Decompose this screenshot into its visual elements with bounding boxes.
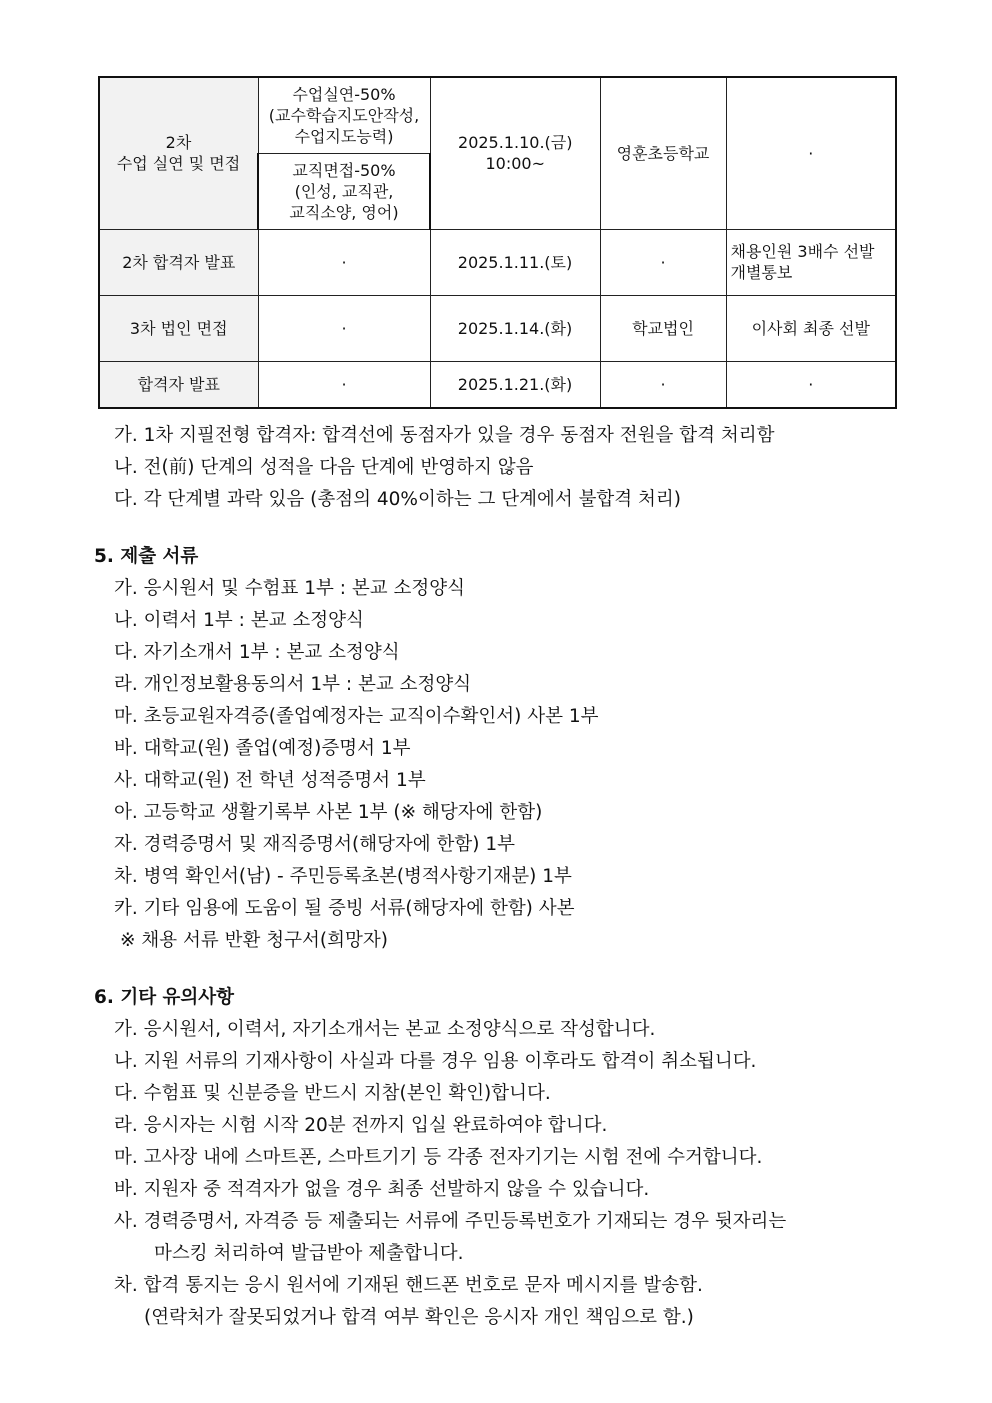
note-cell: · (726, 361, 896, 408)
list-item: 다. 자기소개서 1부 : 본교 소정양식 (114, 642, 400, 663)
note-cell: 이사회 최종 선발 (726, 295, 896, 361)
list-item-continuation: 마스킹 처리하여 발급받아 제출합니다. (154, 1243, 464, 1264)
list-item: 카. 기타 임용에 도움이 될 증빙 서류(해당자에 한함) 사본 (114, 898, 575, 919)
section-title: 5. 제출 서류 (94, 546, 199, 567)
section-title: 6. 기타 유의사항 (94, 987, 235, 1008)
list-item: 차. 합격 통지는 응시 원서에 기재된 핸드폰 번호로 문자 메시지를 발송함. (114, 1275, 703, 1296)
method-cell: 수업실연-50% (교수학습지도안작성, 수업지도능력) (258, 77, 430, 153)
list-item: 사. 경력증명서, 자격증 등 제출되는 서류에 주민등록번호가 기재되는 경우 뒷자리는 (114, 1211, 787, 1232)
stage-cell: 3차 법인 면접 (99, 295, 258, 361)
date-cell: 2025.1.11.(토) (430, 229, 600, 295)
note-cell: 채용인원 3배수 선발 개별통보 (726, 229, 896, 295)
list-item: 마. 고사장 내에 스마트폰, 스마트기기 등 각종 전자기기는 시험 전에 수거합니다. (114, 1147, 763, 1168)
method-cell: · (258, 229, 430, 295)
date-cell: 2025.1.14.(화) (430, 295, 600, 361)
place-cell: 학교법인 (600, 295, 726, 361)
place-cell: · (600, 229, 726, 295)
list-item: 나. 이력서 1부 : 본교 소정양식 (114, 610, 364, 631)
list-item: 나. 지원 서류의 기재사항이 사실과 다를 경우 임용 이후라도 합격이 취소됩니다. (114, 1051, 757, 1072)
list-item: 바. 지원자 중 적격자가 없을 경우 최종 선발하지 않을 수 있습니다. (114, 1179, 650, 1200)
list-item: 바. 대학교(원) 졸업(예정)증명서 1부 (114, 738, 411, 759)
list-item: 라. 응시자는 시험 시작 20분 전까지 입실 완료하여야 합니다. (114, 1115, 608, 1136)
list-item: 사. 대학교(원) 전 학년 성적증명서 1부 (114, 770, 426, 791)
list-item: 가. 응시원서 및 수험표 1부 : 본교 소정양식 (114, 578, 465, 599)
note-line: 나. 전(前) 단계의 성적을 다음 단계에 반영하지 않음 (114, 457, 534, 478)
place-cell: 영훈초등학교 (600, 77, 726, 229)
note-line: 다. 각 단계별 과락 있음 (총점의 40%이하는 그 단계에서 불합격 처리) (114, 489, 682, 510)
section-documents (94, 541, 599, 957)
date-cell: 2025.1.10.(금) 10:00~ (430, 77, 600, 229)
list-item: 아. 고등학교 생활기록부 사본 1부 (※ 해당자에 한함) (114, 802, 543, 823)
list-item: 차. 병역 확인서(남) - 주민등록초본(병적사항기재분) 1부 (114, 866, 572, 887)
section-notices (94, 982, 786, 1334)
stage-cell: 2차 수업 실연 및 면접 (99, 77, 258, 229)
table-row (99, 229, 896, 295)
method-cell: 교직면접-50% (인성, 교직관, 교직소양, 영어) (258, 153, 430, 229)
table-row (99, 295, 896, 361)
stage-cell: 2차 합격자 발표 (99, 229, 258, 295)
method-cell: · (258, 361, 430, 408)
place-cell: · (600, 361, 726, 408)
list-item: 가. 응시원서, 이력서, 자기소개서는 본교 소정양식으로 작성합니다. (114, 1019, 656, 1040)
list-item: 다. 수험표 및 신분증을 반드시 지참(본인 확인)합니다. (114, 1083, 551, 1104)
list-item: 마. 초등교원자격증(졸업예정자는 교직이수확인서) 사본 1부 (114, 706, 599, 727)
list-item: 라. 개인정보활용동의서 1부 : 본교 소정양식 (114, 674, 472, 695)
list-item-continuation: (연락처가 잘못되었거나 합격 여부 확인은 응시자 개인 책임으로 함.) (144, 1307, 694, 1328)
table-row (99, 77, 896, 153)
list-item: 자. 경력증명서 및 재직증명서(해당자에 한함) 1부 (114, 834, 516, 855)
method-cell: · (258, 295, 430, 361)
table-notes (114, 420, 774, 516)
stage-cell: 합격자 발표 (99, 361, 258, 408)
note-cell: · (726, 77, 896, 229)
date-cell: 2025.1.21.(화) (430, 361, 600, 408)
table-row (99, 361, 896, 408)
note-line: 가. 1차 지필전형 합격자: 합격선에 동점자가 있을 경우 동점자 전원을 합격 처리함 (114, 425, 775, 446)
schedule-table (98, 76, 897, 409)
footnote: ※ 채용 서류 반환 청구서(희망자) (120, 930, 388, 951)
